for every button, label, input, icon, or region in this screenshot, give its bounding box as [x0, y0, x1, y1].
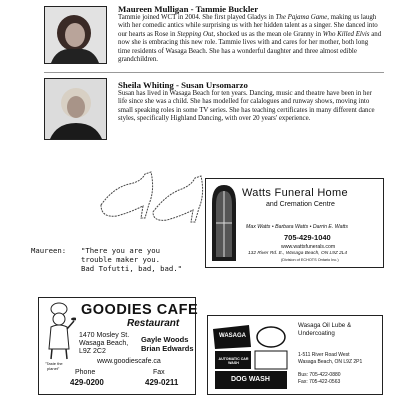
tammie-buckler-photo [44, 6, 107, 64]
watts-sub: and Cremation Centre [266, 201, 335, 208]
watts-phone: 705-429-1040 [284, 233, 331, 242]
quote-speaker: Maureen: [31, 246, 67, 255]
watts-staff: Max Watts • Barbara Watts • Darrin E. Watts [246, 224, 348, 230]
goodies-owner-1: Gayle Woods [141, 335, 189, 344]
goodies-fax: 429-0211 [145, 378, 179, 387]
watts-name: Watts Funeral Home [242, 187, 348, 199]
goodies-web: www.goodiescafe.ca [97, 358, 161, 365]
watts-address: 132 River Rd. E., Wasaga Beach, ON L9Z 2L4 [248, 251, 348, 256]
watts-web: www.wattsfunerals.com [281, 244, 336, 250]
bio-text-2 [118, 90, 382, 124]
quote-line-1: "There you are you [81, 246, 161, 255]
bio-name-1: Maureen Mulligan - Tammie Buckler [118, 4, 259, 14]
goodies-cafe-ad [38, 297, 199, 395]
sign-wasaga: WASAGA [219, 333, 246, 339]
goodies-name: GOODIES CAFE [81, 302, 199, 318]
oil-bus-phone: Bus: 705-422-0880 [298, 372, 341, 378]
oil-title-2: Undercoating [298, 330, 335, 337]
bio-text-segment: and now she is embracing this new role. Tammie lives with and cares for her mother, both long time residents of Wasaga Beach. She has a wonderful daughter and three almost edible grandchildren. [118, 30, 382, 64]
goodies-sub: Restaurant [127, 318, 180, 329]
quote-line-3: Bad Tofutti, bad, bad." [81, 264, 183, 273]
church-window-logo [210, 183, 238, 261]
bio-text-segment: Tammie joined WCT in 2004. She first played Gladys in [118, 14, 276, 21]
oil-address-1: 1-511 River Road West [298, 352, 350, 358]
wasaga-oil-lube-ad [207, 315, 383, 395]
goodies-phone-label: Phone [75, 369, 96, 376]
goodies-address-2: Wasaga Beach, [79, 340, 129, 347]
goodies-caption-1: "Taste the [45, 361, 63, 366]
oil-title-1: Wasaga Oil Lube & [298, 322, 352, 329]
goodies-fax-label: Fax [153, 369, 165, 376]
goodies-address-1: 1470 Mosley St. [79, 332, 130, 339]
goodies-phone: 429-0200 [70, 378, 104, 387]
bio-text-segment: , making us laugh with her comedic antics while surprising us with her hidden talent as a singer. She danced into our hearts as Rose in [118, 14, 378, 38]
car-wash-sign [211, 321, 291, 391]
bio-text-1 [118, 14, 382, 64]
goodies-address-3: L9Z 2C2 [79, 348, 106, 355]
goodies-owner-2: Brian Edwards [141, 344, 194, 353]
quote-line-2: trouble maker you. [81, 255, 161, 264]
bio-title-italic: The Pajama Game [275, 14, 328, 21]
bio-text-segment: , shocked us as the mean ole Granny in [213, 30, 323, 38]
goodies-caption-2: planet" [47, 366, 60, 371]
watts-division: (Division of ECHOTS Ontario Inc.) [281, 258, 339, 262]
bio-text-segment: Susan has lived in Wasaga Beach for ten years. Dancing, music and theatre have been in her life since she was a child. She has modelled for calalogues and runway shows, moving into small speaking roles in some TV series. She has teaching certificates in many different dance styles, specifically Highland Dancing, with over 20 years' experience. [118, 90, 375, 123]
bio-name-2: Sheila Whiting - Susan Ursomarzo [118, 80, 248, 90]
chef-illustration [42, 301, 76, 361]
glass-slippers-illustration [95, 160, 210, 230]
susan-ursomarzo-photo [44, 78, 107, 140]
oil-fax: Fax: 705-422-0563 [298, 379, 341, 385]
bio-title-italic: Stepping Out [177, 30, 214, 38]
oil-address-2: Wasaga Beach, ON L9Z 2P1 [298, 359, 363, 365]
bio-title-italic: Who Killed Elvis [322, 30, 370, 38]
watts-funeral-home-ad [205, 178, 384, 268]
sign-car-wash: AUTOMATIC CAR WASH [218, 357, 249, 366]
bio-divider [44, 72, 384, 73]
sign-dog-wash: DOG WASH [231, 376, 270, 383]
